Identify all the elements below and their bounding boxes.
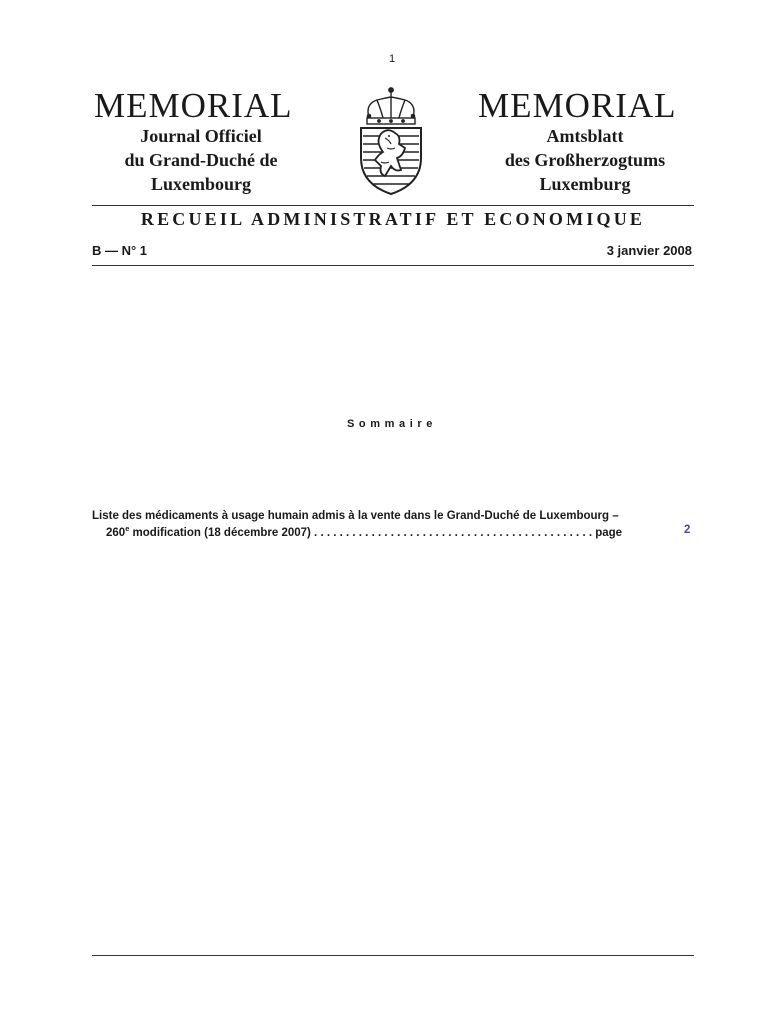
sommaire-heading: Sommaire — [347, 418, 437, 430]
toc-entry-ordinal-suffix: e — [125, 524, 130, 533]
masthead-left-line: du Grand-Duché de — [124, 150, 278, 170]
toc-entry-line — [106, 524, 658, 539]
masthead-right-line: Amtsblatt — [546, 126, 624, 146]
page-number: 1 — [388, 53, 396, 65]
publication-series-title: RECUEIL ADMINISTRATIF ET ECONOMIQUE — [140, 209, 646, 229]
masthead-subtitle-left — [94, 124, 308, 196]
masthead-right-line: Luxemburg — [539, 174, 631, 194]
masthead-right-line: des Großherzogtums — [504, 150, 666, 170]
coat-of-arms-icon — [355, 86, 427, 198]
footer-divider — [92, 955, 694, 956]
masthead-left-line: Journal Officiel — [140, 126, 262, 146]
masthead-title-right: MEMORIAL — [478, 86, 677, 125]
issue-date: 3 janvier 2008 — [606, 243, 692, 258]
masthead-title-left: MEMORIAL — [94, 86, 293, 125]
toc-entry-text: modification (18 décembre 2007) . . . . . . . . . . . . . . . . . . . . . . . . . . . . . . . . . . . . . . . . . . . . page — [129, 526, 623, 539]
issue-number: B — N° 1 — [92, 243, 148, 258]
toc-entry-ordinal: 260 — [106, 526, 126, 539]
masthead-subtitle-right — [478, 124, 692, 196]
divider — [92, 265, 694, 266]
toc-entry-line: Liste des médicaments à usage humain admis à la vente dans le Grand-Duché de Luxembourg – — [92, 510, 619, 522]
masthead-left-line: Luxembourg — [150, 174, 251, 194]
toc-page-link[interactable]: 2 — [684, 524, 691, 536]
divider — [92, 205, 694, 206]
